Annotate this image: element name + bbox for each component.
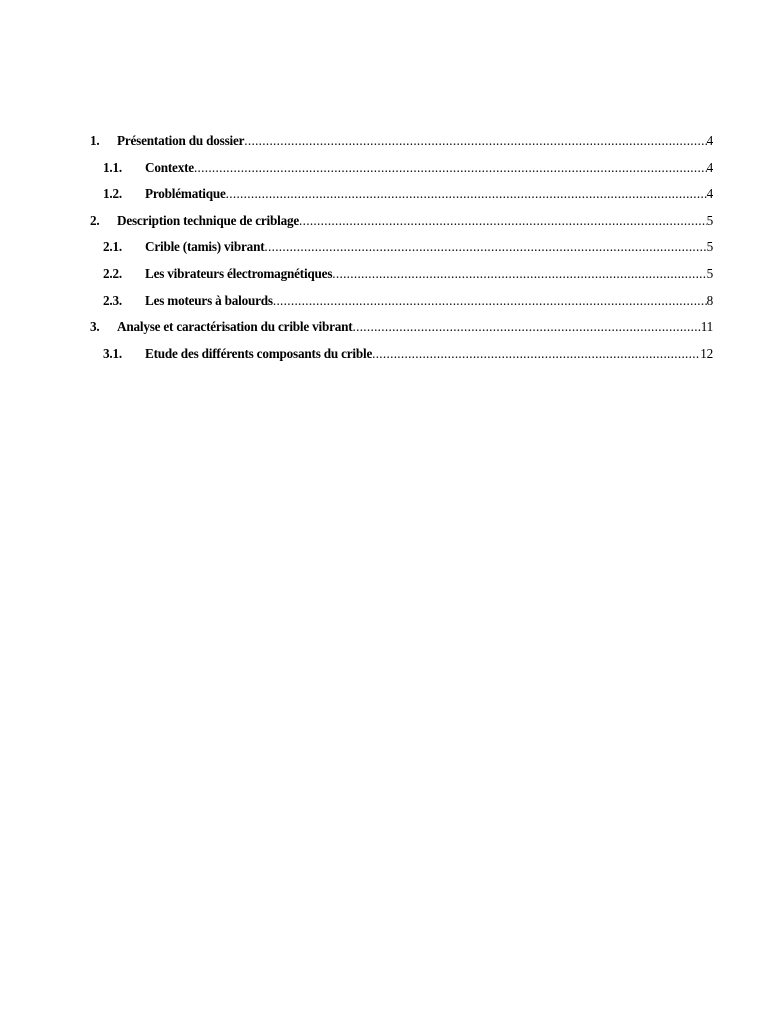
toc-entry-line bbox=[117, 133, 713, 149]
toc-entry-number: 3. bbox=[90, 319, 100, 335]
toc-entry-line bbox=[145, 293, 713, 309]
toc-entry-page: 12 bbox=[700, 345, 713, 361]
toc-entry-number: 2. bbox=[90, 212, 100, 228]
toc-entry-title[interactable]: Analyse et caractérisation du crible vibrant bbox=[117, 319, 353, 335]
toc-entry-page: 5 bbox=[706, 265, 713, 281]
toc-entry[interactable] bbox=[0, 261, 768, 288]
toc-entry-title[interactable]: Contexte bbox=[145, 159, 194, 175]
toc-entry-line bbox=[117, 319, 713, 335]
toc-entry-title[interactable]: Les vibrateurs électromagnétiques bbox=[145, 265, 333, 281]
toc-entry-title[interactable]: Présentation du dossier bbox=[117, 133, 245, 148]
toc-entry-page: 4 bbox=[706, 133, 713, 148]
toc-entry-line bbox=[117, 213, 713, 229]
toc-entry[interactable] bbox=[0, 155, 768, 182]
toc-entry-number: 1. bbox=[90, 133, 100, 148]
toc-entry-number: 1.1. bbox=[103, 159, 122, 175]
toc-entry[interactable] bbox=[0, 234, 768, 261]
toc-entry-title[interactable]: Les moteurs à balourds bbox=[145, 292, 273, 308]
toc-entry-number: 3.1. bbox=[103, 345, 122, 361]
toc-entry-page: 5 bbox=[706, 212, 713, 228]
toc-entry-page: 4 bbox=[706, 186, 713, 202]
toc-entry-line bbox=[145, 186, 713, 202]
toc-entry-line bbox=[145, 239, 713, 255]
toc-entry-title[interactable]: Etude des différents composants du crible bbox=[145, 345, 373, 361]
toc-entry-page: 8 bbox=[706, 292, 713, 308]
toc-entry-number: 2.2. bbox=[103, 265, 122, 281]
toc-entry-page: 11 bbox=[700, 319, 713, 335]
table-of-contents bbox=[0, 128, 768, 367]
toc-entry[interactable] bbox=[0, 128, 768, 155]
toc-entry-title[interactable]: Problématique bbox=[145, 186, 226, 202]
toc-entry-line bbox=[145, 160, 713, 176]
toc-entry-title[interactable]: Description technique de criblage bbox=[117, 212, 300, 228]
toc-dot-leader bbox=[244, 133, 706, 149]
toc-entry[interactable] bbox=[0, 208, 768, 235]
toc-dot-leader bbox=[264, 239, 706, 255]
toc-entry[interactable] bbox=[0, 314, 768, 341]
toc-entry-number: 2.3. bbox=[103, 292, 122, 308]
toc-dot-leader bbox=[226, 186, 707, 202]
toc-entry-number: 1.2. bbox=[103, 186, 122, 202]
toc-dot-leader bbox=[273, 293, 707, 309]
toc-entry-line bbox=[145, 346, 713, 362]
toc-dot-leader bbox=[353, 319, 701, 335]
toc-entry-page: 5 bbox=[706, 239, 713, 255]
toc-dot-leader bbox=[299, 213, 707, 229]
toc-entry[interactable] bbox=[0, 288, 768, 315]
toc-dot-leader bbox=[332, 266, 706, 282]
toc-entry-line bbox=[145, 266, 713, 282]
toc-entry[interactable] bbox=[0, 181, 768, 208]
toc-dot-leader bbox=[372, 346, 700, 362]
toc-entry[interactable] bbox=[0, 341, 768, 368]
toc-entry-page: 4 bbox=[706, 159, 713, 175]
toc-entry-number: 2.1. bbox=[103, 239, 122, 255]
toc-entry-title[interactable]: Crible (tamis) vibrant bbox=[145, 239, 265, 255]
toc-dot-leader bbox=[194, 160, 707, 176]
